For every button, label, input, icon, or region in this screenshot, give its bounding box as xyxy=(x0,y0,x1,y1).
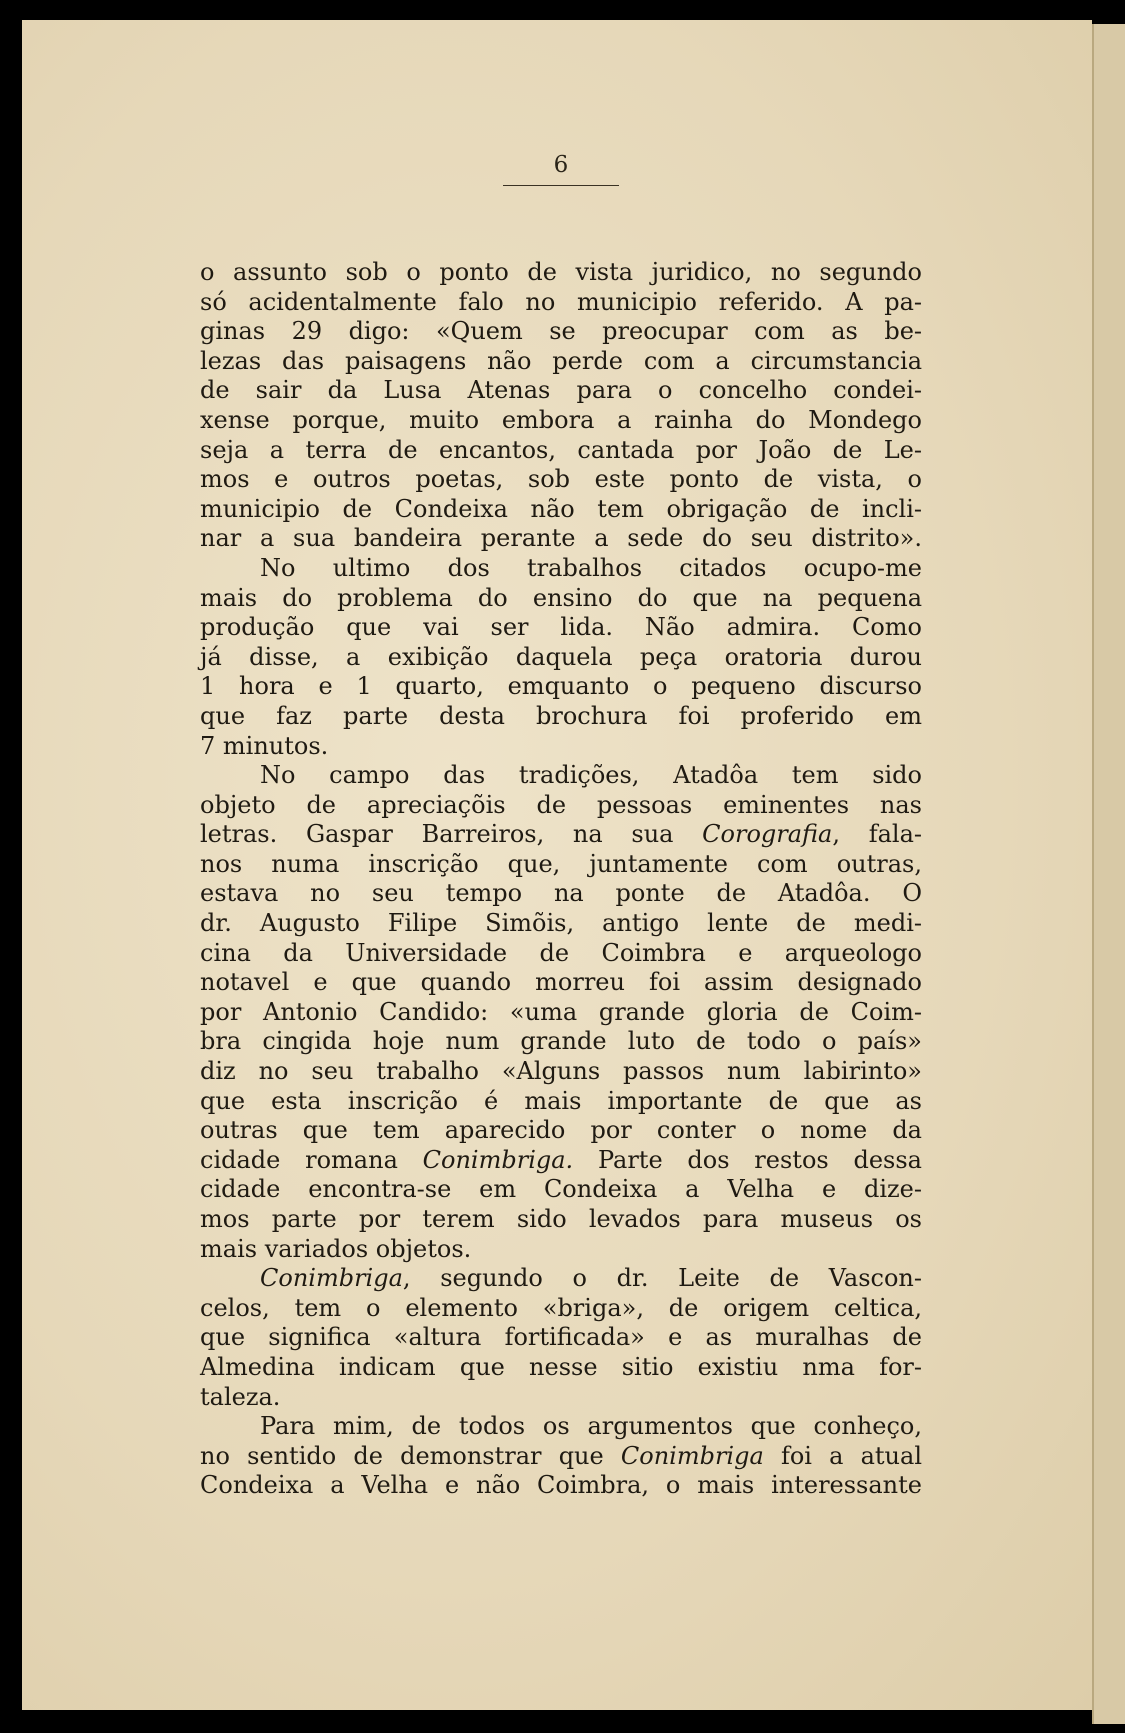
page-number: 6 xyxy=(553,152,569,178)
line-text-segment: Parte dos restos dessa xyxy=(573,1145,922,1174)
text-line: só acidentalmente falo no municipio referido. A pa- xyxy=(200,287,922,316)
line-text-segment: no sentido de demonstrar que xyxy=(200,1441,621,1470)
text-line: dr. Augusto Filipe Simõis, antigo lente de medi- xyxy=(200,909,922,938)
text-line: produção que vai ser lida. Não admira. Como xyxy=(200,613,922,642)
page-number-rule xyxy=(503,185,619,186)
italic-title-corografia: Corografia xyxy=(702,820,833,849)
text-line: estava no seu tempo na ponte de Atadôa. O xyxy=(200,879,922,908)
paragraph-start-line: Para mim, de todos os argumentos que conheço, xyxy=(260,1412,922,1441)
text-line: Almedina indicam que nesse sitio existiu nma for- xyxy=(200,1352,922,1381)
text-line: objeto de apreciaçõis de pessoas eminentes nas xyxy=(200,790,922,819)
text-line: mais variados objetos. xyxy=(200,1234,472,1263)
text-line: notavel e que quando morreu foi assim designado xyxy=(200,968,922,997)
text-line: Condeixa a Velha e não Coimbra, o mais interessante xyxy=(200,1471,922,1500)
text-line: que significa «altura fortificada» e as muralhas de xyxy=(200,1323,922,1352)
text-line: já disse, a exibição daquela peça oratoria durou xyxy=(200,642,922,671)
text-line: cidade encontra-se em Condeixa a Velha e dize- xyxy=(200,1175,922,1204)
text-line-with-italic xyxy=(200,820,922,850)
text-line: municipio de Condeixa não tem obrigação de incli- xyxy=(200,494,922,523)
line-text-segment: , segundo o dr. Leite de Vascon- xyxy=(402,1264,922,1293)
text-line: mais do problema do ensino do que na pequena xyxy=(200,583,922,612)
text-line: cina da Universidade de Coimbra e arqueologo xyxy=(200,938,922,967)
text-line-with-italic xyxy=(200,1442,922,1472)
text-line: mos parte por terem sido levados para museus os xyxy=(200,1205,922,1233)
paragraph-start-line: No campo das tradições, Atadôa tem sido xyxy=(260,761,922,790)
text-line: 7 minutos. xyxy=(200,731,329,760)
paragraph-start-line: No ultimo dos trabalhos citados ocupo-me xyxy=(260,553,922,582)
italic-word-conimbriga: Conimbriga. xyxy=(422,1145,574,1174)
line-text-segment: cidade romana xyxy=(200,1145,423,1174)
adjacent-page-edge xyxy=(1092,24,1125,1724)
text-line: 1 hora e 1 quarto, emquanto o pequeno discurso xyxy=(200,672,922,701)
text-line: seja a terra de encantos, cantada por João de Le- xyxy=(200,435,922,464)
text-line: que esta inscrição é mais importante de que as xyxy=(200,1086,922,1115)
paragraph-start-line xyxy=(200,1264,922,1294)
italic-word-conimbriga: Conimbriga xyxy=(620,1441,764,1470)
text-line: celos, tem o elemento «briga», de origem celtica, xyxy=(200,1293,922,1322)
italic-word-conimbriga: Conimbriga xyxy=(260,1264,403,1293)
line-text-segment: , fala- xyxy=(832,820,922,849)
body-text xyxy=(200,258,922,1501)
text-line: bra cingida hoje num grande luto de todo o país» xyxy=(200,1027,922,1056)
text-line: por Antonio Candido: «uma grande gloria de Coim- xyxy=(200,997,922,1026)
text-line: que faz parte desta brochura foi proferido em xyxy=(200,701,922,730)
line-text-segment: foi a atual xyxy=(763,1441,922,1470)
line-text-segment: letras. Gaspar Barreiros, na sua xyxy=(200,820,703,849)
text-line: xense porque, muito embora a rainha do Mondego xyxy=(200,405,922,434)
text-line: outras que tem aparecido por conter o nome da xyxy=(200,1116,922,1145)
text-line: mos e outros poetas, sob este ponto de vista, o xyxy=(200,465,922,494)
text-line: ginas 29 digo: «Quem se preocupar com as be- xyxy=(200,317,922,346)
text-line-with-italic xyxy=(200,1146,922,1176)
text-line: lezas das paisagens não perde com a circumstancia xyxy=(200,346,922,375)
text-line: diz no seu trabalho «Alguns passos num labirinto» xyxy=(200,1057,922,1086)
text-line: taleza. xyxy=(200,1382,281,1411)
text-line: de sair da Lusa Atenas para o concelho condei- xyxy=(200,376,922,405)
text-line: nos numa inscrição que, juntamente com outras, xyxy=(200,849,922,878)
text-line: nar a sua bandeira perante a sede do seu distrito». xyxy=(200,524,922,553)
text-line: o assunto sob o ponto de vista juridico, no segundo xyxy=(200,258,922,286)
